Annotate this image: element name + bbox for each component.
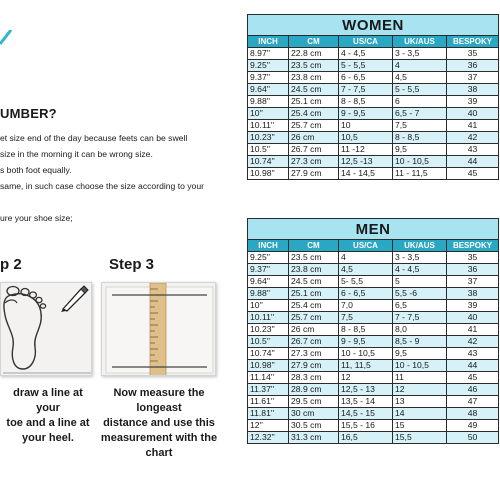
cell-inch: 9.64'' (248, 276, 289, 288)
cell-eu: 40 (447, 312, 499, 324)
men-table-title: MEN (248, 219, 499, 240)
women-table-body (248, 48, 499, 180)
table-row (248, 60, 499, 72)
cell-inch: 9.37'' (248, 264, 289, 276)
table-row (248, 84, 499, 96)
cell-cm: 26 cm (289, 324, 339, 336)
cell-cm: 27.9 cm (289, 168, 339, 180)
column-header-cm: CM (289, 36, 339, 48)
cell-eu: 37 (447, 276, 499, 288)
cell-uk-aus: 4 (393, 60, 447, 72)
table-row (248, 396, 499, 408)
cell-uk-aus: 13 (393, 396, 447, 408)
cell-cm: 30.5 cm (289, 420, 339, 432)
cell-us-ca: 8 - 8,5 (339, 96, 393, 108)
cell-us-ca: 6 - 6,5 (339, 72, 393, 84)
cell-cm: 25.4 cm (289, 300, 339, 312)
column-header-inch: INCH (248, 240, 289, 252)
cell-uk-aus: 10 - 10,5 (393, 360, 447, 372)
cell-eu: 48 (447, 408, 499, 420)
table-row (248, 300, 499, 312)
cell-eu: 44 (447, 360, 499, 372)
step-3-illustration (101, 282, 216, 376)
cell-cm: 24.5 cm (289, 276, 339, 288)
cell-inch: 8.97'' (248, 48, 289, 60)
cell-uk-aus: 7 - 7,5 (393, 312, 447, 324)
cell-eu: 49 (447, 420, 499, 432)
cell-inch: 10.98'' (248, 360, 289, 372)
cell-inch: 12.32'' (248, 432, 289, 444)
size-number-heading: UMBER? (0, 106, 57, 121)
table-row (248, 312, 499, 324)
table-row (248, 336, 499, 348)
cell-cm: 25.1 cm (289, 288, 339, 300)
cell-uk-aus: 3 - 3,5 (393, 48, 447, 60)
cell-us-ca: 5- 5,5 (339, 276, 393, 288)
check-mark-icon (0, 30, 14, 46)
cell-cm: 24.5 cm (289, 84, 339, 96)
column-header-us-ca: US/CA (339, 240, 393, 252)
cell-uk-aus: 11 - 11,5 (393, 168, 447, 180)
cell-us-ca: 5 - 5,5 (339, 60, 393, 72)
table-row (248, 360, 499, 372)
cell-inch: 10.5'' (248, 144, 289, 156)
cell-inch: 10.11'' (248, 120, 289, 132)
cell-eu: 47 (447, 396, 499, 408)
cell-inch: 9.64'' (248, 84, 289, 96)
cell-uk-aus: 15 (393, 420, 447, 432)
cell-eu: 46 (447, 384, 499, 396)
cell-uk-aus: 15,5 (393, 432, 447, 444)
cell-eu: 36 (447, 60, 499, 72)
cell-cm: 23.5 cm (289, 252, 339, 264)
cell-inch: 10.23'' (248, 132, 289, 144)
cell-eu: 43 (447, 144, 499, 156)
cell-uk-aus: 6,5 (393, 300, 447, 312)
cell-eu: 44 (447, 156, 499, 168)
cell-eu: 41 (447, 324, 499, 336)
cell-us-ca: 7,0 (339, 300, 393, 312)
cell-us-ca: 4 - 4,5 (339, 48, 393, 60)
table-row (248, 348, 499, 360)
cell-eu: 35 (447, 48, 499, 60)
step-2-title: p 2 (0, 256, 22, 273)
women-table-title: WOMEN (248, 15, 499, 36)
cell-cm: 22.8 cm (289, 48, 339, 60)
men-table-body (248, 252, 499, 444)
cell-inch: 10'' (248, 108, 289, 120)
table-row (248, 324, 499, 336)
table-row (248, 288, 499, 300)
women-size-table (247, 14, 499, 180)
cell-us-ca: 7,5 (339, 312, 393, 324)
cell-eu: 38 (447, 288, 499, 300)
table-row (248, 408, 499, 420)
cell-us-ca: 13,5 - 14 (339, 396, 393, 408)
cell-cm: 30 cm (289, 408, 339, 420)
cell-us-ca: 14,5 - 15 (339, 408, 393, 420)
cell-uk-aus: 5 (393, 276, 447, 288)
cell-us-ca: 15,5 - 16 (339, 420, 393, 432)
table-row (248, 120, 499, 132)
tip-line: s both foot equally. (0, 165, 72, 175)
table-row (248, 168, 499, 180)
column-header-cm: CM (289, 240, 339, 252)
pencil-icon (59, 283, 89, 313)
cell-inch: 10.98'' (248, 168, 289, 180)
cell-cm: 26.7 cm (289, 336, 339, 348)
cell-eu: 36 (447, 264, 499, 276)
column-header-uk-aus: UK/AUS (393, 240, 447, 252)
cell-uk-aus: 6 (393, 96, 447, 108)
step-3-caption: Now measure the longeast distance and use this measurement with the chart (100, 387, 218, 459)
step-2-illustration (0, 282, 92, 376)
cell-eu: 42 (447, 336, 499, 348)
cell-inch: 10.74'' (248, 348, 289, 360)
cell-cm: 25.1 cm (289, 96, 339, 108)
cell-us-ca: 12,5 -13 (339, 156, 393, 168)
cell-inch: 10.23'' (248, 324, 289, 336)
cell-uk-aus: 12 (393, 384, 447, 396)
table-row (248, 144, 499, 156)
cell-cm: 31.3 cm (289, 432, 339, 444)
cell-uk-aus: 14 (393, 408, 447, 420)
table-row (248, 372, 499, 384)
cell-cm: 28.3 cm (289, 372, 339, 384)
cell-inch: 11.81'' (248, 408, 289, 420)
cell-us-ca: 16,5 (339, 432, 393, 444)
cell-inch: 9.88'' (248, 288, 289, 300)
cell-eu: 35 (447, 252, 499, 264)
step-3-title: Step 3 (109, 256, 155, 273)
table-row (248, 252, 499, 264)
tip-line: et size end of the day because feets can be swell (0, 133, 188, 143)
cell-inch: 9.25'' (248, 252, 289, 264)
cell-us-ca: 6 - 6,5 (339, 288, 393, 300)
cell-us-ca: 7 - 7,5 (339, 84, 393, 96)
cell-cm: 26 cm (289, 132, 339, 144)
cell-uk-aus: 8 - 8,5 (393, 132, 447, 144)
cell-uk-aus: 8,5 - 9 (393, 336, 447, 348)
cell-eu: 50 (447, 432, 499, 444)
cell-inch: 11.37'' (248, 384, 289, 396)
cell-cm: 29.5 cm (289, 396, 339, 408)
cell-cm: 23.8 cm (289, 72, 339, 84)
cell-us-ca: 4 (339, 252, 393, 264)
cell-cm: 27.3 cm (289, 348, 339, 360)
cell-us-ca: 9 - 9,5 (339, 108, 393, 120)
table-row (248, 276, 499, 288)
cell-us-ca: 12 (339, 372, 393, 384)
step-2-caption: draw a line at your toe and a line at your heel. (6, 387, 90, 444)
cell-uk-aus: 5,5 -6 (393, 288, 447, 300)
table-row (248, 156, 499, 168)
cell-us-ca: 14 - 14,5 (339, 168, 393, 180)
cell-eu: 43 (447, 348, 499, 360)
cell-us-ca: 10 - 10,5 (339, 348, 393, 360)
tip-line: size in the morning it can be wrong size. (0, 149, 153, 159)
cell-us-ca: 10,5 (339, 132, 393, 144)
table-row (248, 384, 499, 396)
cell-inch: 9.25'' (248, 60, 289, 72)
column-header-bespoky: BESPOKY (447, 240, 499, 252)
cell-cm: 27.3 cm (289, 156, 339, 168)
cell-eu: 41 (447, 120, 499, 132)
cell-us-ca: 8 - 8,5 (339, 324, 393, 336)
cell-eu: 42 (447, 132, 499, 144)
cell-uk-aus: 4 - 4,5 (393, 264, 447, 276)
ruler-icon (102, 283, 216, 376)
column-header-inch: INCH (248, 36, 289, 48)
column-header-us-ca: US/CA (339, 36, 393, 48)
cell-uk-aus: 3 - 3,5 (393, 252, 447, 264)
cell-uk-aus: 9,5 (393, 144, 447, 156)
cell-inch: 10.5'' (248, 336, 289, 348)
table-row (248, 72, 499, 84)
cell-eu: 40 (447, 108, 499, 120)
cell-us-ca: 11, 11,5 (339, 360, 393, 372)
cell-eu: 45 (447, 372, 499, 384)
table-row (248, 432, 499, 444)
cell-us-ca: 12,5 - 13 (339, 384, 393, 396)
cell-us-ca: 4,5 (339, 264, 393, 276)
cell-inch: 11.14'' (248, 372, 289, 384)
table-row (248, 48, 499, 60)
cell-cm: 28.9 cm (289, 384, 339, 396)
cell-cm: 25.4 cm (289, 108, 339, 120)
cell-us-ca: 11 -12 (339, 144, 393, 156)
cell-uk-aus: 4,5 (393, 72, 447, 84)
cell-uk-aus: 8,0 (393, 324, 447, 336)
cell-eu: 45 (447, 168, 499, 180)
tip-line: same, in such case choose the size according to your (0, 181, 204, 191)
cell-inch: 10.11'' (248, 312, 289, 324)
cell-cm: 25.7 cm (289, 312, 339, 324)
table-row (248, 264, 499, 276)
cell-cm: 26.7 cm (289, 144, 339, 156)
cell-uk-aus: 9,5 (393, 348, 447, 360)
cell-uk-aus: 7,5 (393, 120, 447, 132)
cell-inch: 9.37'' (248, 72, 289, 84)
cell-us-ca: 10 (339, 120, 393, 132)
cell-cm: 23.5 cm (289, 60, 339, 72)
table-row (248, 108, 499, 120)
cell-eu: 37 (447, 72, 499, 84)
table-row (248, 96, 499, 108)
cell-cm: 23.8 cm (289, 264, 339, 276)
table-row (248, 132, 499, 144)
column-header-bespoky: BESPOKY (447, 36, 499, 48)
cell-inch: 12'' (248, 420, 289, 432)
men-size-table (247, 218, 499, 444)
cell-uk-aus: 10 - 10,5 (393, 156, 447, 168)
cell-inch: 11.61'' (248, 396, 289, 408)
cell-us-ca: 9 - 9,5 (339, 336, 393, 348)
column-header-uk-aus: UK/AUS (393, 36, 447, 48)
table-row (248, 420, 499, 432)
cell-eu: 39 (447, 96, 499, 108)
cell-cm: 27.9 cm (289, 360, 339, 372)
cell-inch: 9.88'' (248, 96, 289, 108)
tip-line: ure your shoe size; (0, 213, 73, 223)
cell-inch: 10'' (248, 300, 289, 312)
cell-uk-aus: 11 (393, 372, 447, 384)
cell-eu: 38 (447, 84, 499, 96)
cell-cm: 25.7 cm (289, 120, 339, 132)
cell-uk-aus: 5 - 5,5 (393, 84, 447, 96)
cell-uk-aus: 6,5 - 7 (393, 108, 447, 120)
cell-eu: 39 (447, 300, 499, 312)
cell-inch: 10.74'' (248, 156, 289, 168)
